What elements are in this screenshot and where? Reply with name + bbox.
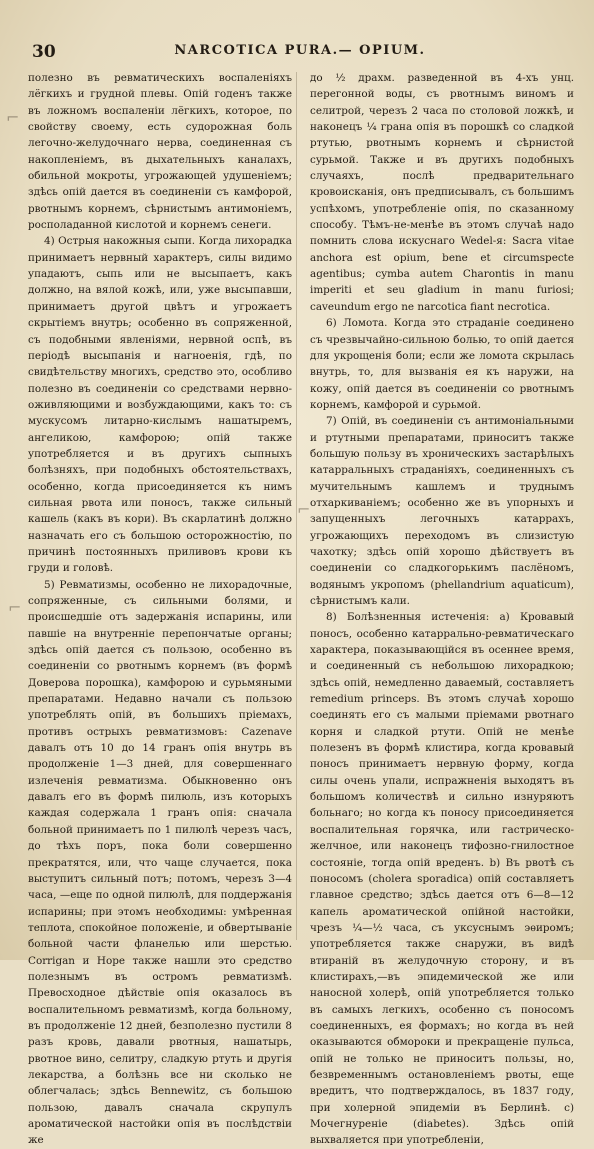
- paragraph: 8) Болѣзненныя истеченія: а) Кровавый поносъ, особенно катаррально-ревматическаго характера, показывающійся въ осеннее время, и соединенный съ небольшою лихорадкою; здѣсь опій, немедленно даваемый, составляетъ remedium princeps. Въ этомъ случаѣ хорошо соединять его съ малыми пріемами рвотнаго корня и сладкой ртути. Опій не менѣе полезенъ въ формѣ клистира, когда кровавый поносъ принимаетъ нервную форму, когда силы очень упали, испражненія выходятъ въ большомъ количествѣ и сильно изнуряютъ больнаго; но когда къ поносу присоединяется воспалительная горячка, или гастрическо-желчное, или наконецъ тифозно-гнилостное состояніе, тогда опій вреденъ. b) Въ рвотѣ съ поносомъ (cholera sporadica) опій составляетъ главное средство; здѣсь дается отъ 6—8—12 капель ароматической опійной настойки, чрезъ ¼—½ часа, съ уксуснымъ эѳиромъ; употребляется также снаружи, въ видѣ втираній въ желудочную сторону, и въ клистирахъ,—въ эпидемической же или наносной холерѣ, опій употребляется только въ самыхъ легкихъ, особенно съ поносомъ соединенныхъ, ея формахъ; но когда въ ней оказываются обмороки и прекращеніе пульса, опій не только не приноситъ пользы, но, безвременнымъ остановленіемъ рвоты, еще вредитъ, что подтверждалось, въ 1837 году, при холерной эпидеміи въ Берлинѣ. с) Мочегнуреніе (diabetes). Здѣсь опій выхваляется при употребленіи,: [310, 611, 574, 1147]
- margin-pencil-mark: ⌐: [297, 500, 311, 519]
- right-column: [310, 70, 574, 1147]
- paragraph: 5) Ревматизмы, особенно не лихорадочные, сопряженные, съ сильными болями, и происшедшіе отъ задержанія испарины, или павшіе на внутренніе перепончатые органы; здѣсь опій дается съ пользою, особенно въ соединеніи со рвотнымъ корнемъ (въ формѣ Доверова порошка), камфорою и сурьмяными препаратами. Недавно начали съ пользою употреблять опій, въ большихъ пріемахъ, противъ острыхъ ревматизмовъ: Cazenave давалъ отъ 10 до 14 гранъ опія внутрь въ продолженіе 1—3 дней, для совершеннаго излеченія ревматизма. Обыкновенно онъ давалъ его въ формѣ пилюль, изъ которыхъ каждая содержала 1 гранъ опія: сначала больной принимаетъ по 1 пилюлѣ черезъ часъ, до тѣхъ поръ, пока боли совершенно прекратятся, или, что чаще случается, пока выступитъ сильный потъ; потомъ, черезъ 3—4 часа, —еще по одной пилюлѣ, для поддержанія испарины; при этомъ необходимы: умѣренная теплота, спокойное положеніе, и обвертываніе больной части фланелью или шерстью. Corrigan и Hope также нашли это средство полезнымъ въ остромъ ревматизмѣ. Превосходное дѣйствіе опія оказалось въ воспалительномъ ревматизмѣ, когда больному, въ продолженіе 12 дней, безполезно пустили 8 разъ кровь, давали рвотныя, нашатырь, рвотное вино, селитру, сладкую ртуть и другія лекарства, а болѣзнь все ни сколько не облегчалась; здѣсь Bennewitz, съ большою пользою, давалъ сначала скрупулъ ароматической настойки опія въ послѣдствіи же: [28, 578, 292, 1147]
- paragraph: до ½ драхм. разведенной въ 4-хъ унц. перегонной воды, съ рвотнымъ виномъ и селитрой, черезъ 2 часа по столовой ложкѣ, и наконецъ ¼ грана опія въ порошкѣ со сладкой ртутью, рвотнымъ корнемъ и сѣрнистой сурьмой. Также и въ другихъ подобныхъ случаяхъ, послѣ предварительнаго кровоисканія, онъ предписывалъ, съ большимъ успѣхомъ, употребленіе опія, по сказанному способу. Тѣмъ-не-менѣе въ этомъ случаѣ надо помнить слова искуснаго Wedel-я: Sacra vitae anchora est opium, bene et circumspecte agentibus; cymba autem Charontis in manu imperiti et seu gladium in manu furiosi; caveundum ergo ne narcotica fiant necrotica.: [310, 72, 574, 313]
- page-number: 30: [32, 42, 56, 62]
- margin-pencil-mark: ⌐: [6, 108, 20, 127]
- paragraph: 6) Ломота. Когда это страданіе соединено съ чрезвычайно-сильною болью, то опій дается для укрощенія боли; если же ломота скрылась внутрь, то, для вызванія ея къ наружи, на кожу, опій дается въ соединеніи со рвотнымъ корнемъ, камфорой и сурьмой.: [310, 317, 574, 411]
- margin-pencil-mark: ⌐: [8, 598, 22, 617]
- paragraph: полезно въ ревматическихъ воспаленіяхъ лёгкихъ и грудной плевы. Опій годенъ также въ ложномъ воспаленіи лёгкихъ, которое, по свойству своему, есть судорожная боль легочно-желудочнаго нерва, соединенная съ накопленіемъ, въ дыхательныхъ каналахъ, обильной мокроты, угрожающей удушеніемъ; здѣсь опій дается въ соединеніи съ камфорой, рвотнымъ корнемъ, сѣрнистымъ антимоніемъ, росполаданной кислотой и корнемъ сенеги.: [28, 72, 292, 232]
- running-title: NARCOTICA PURA.— OPIUM.: [174, 43, 426, 58]
- paragraph: 4) Острыя накожныя сыпи. Когда лихорадка принимаетъ нервный характеръ, силы видимо упадаютъ, сыпь или не высыпаетъ, какъ должно, на вялой кожѣ, или, уже высыпавши, принимаетъ другой цвѣтъ и угрожаетъ скрытіемъ внутрь; особенно въ сопряженной, съ подобными явленіями, нервной оспѣ, въ періодѣ высыпанія и нагноенія, гдѣ, по свидѣтельству многихъ, средство это, особливо полезно въ соединеніи со средствами нервно-оживляющими и возбуждающими, какъ то: съ мускусомъ литарно-кислымъ нашатыремъ, ангеликою, камфорою; опій также употребляется и въ другихъ сыпныхъ болѣзняхъ, при подобныхъ обстоятельствахъ, особенно, когда присоединяется къ нимъ сильная рвота или поносъ, также сильный кашель (какъ въ кори). Въ скарлатинѣ должно назначать его съ большою осторожностію, по причинѣ постоянныхъ приливовъ крови къ груди и головѣ.: [28, 235, 292, 575]
- page-header: [28, 42, 572, 64]
- left-column: [28, 70, 292, 1147]
- paragraph: 7) Опій, въ соединеніи съ антимоніальными и ртутными препаратами, приноситъ также большую пользу въ хроническихъ застарѣлыхъ катарральныхъ страданіяхъ, соединенныхъ съ мучительнымъ кашлемъ и труднымъ отхаркиваніемъ; особенно же въ упорныхъ и запущенныхъ легочныхъ катаррахъ, угрожающихъ переходомъ въ слизистую чахотку; здѣсь опій хорошо дѣйствуетъ въ соединеніи со сладкогорькимъ паслёномъ, водянымъ укропомъ (phellandrium aquaticum), сѣрнистымъ кали.: [310, 415, 574, 607]
